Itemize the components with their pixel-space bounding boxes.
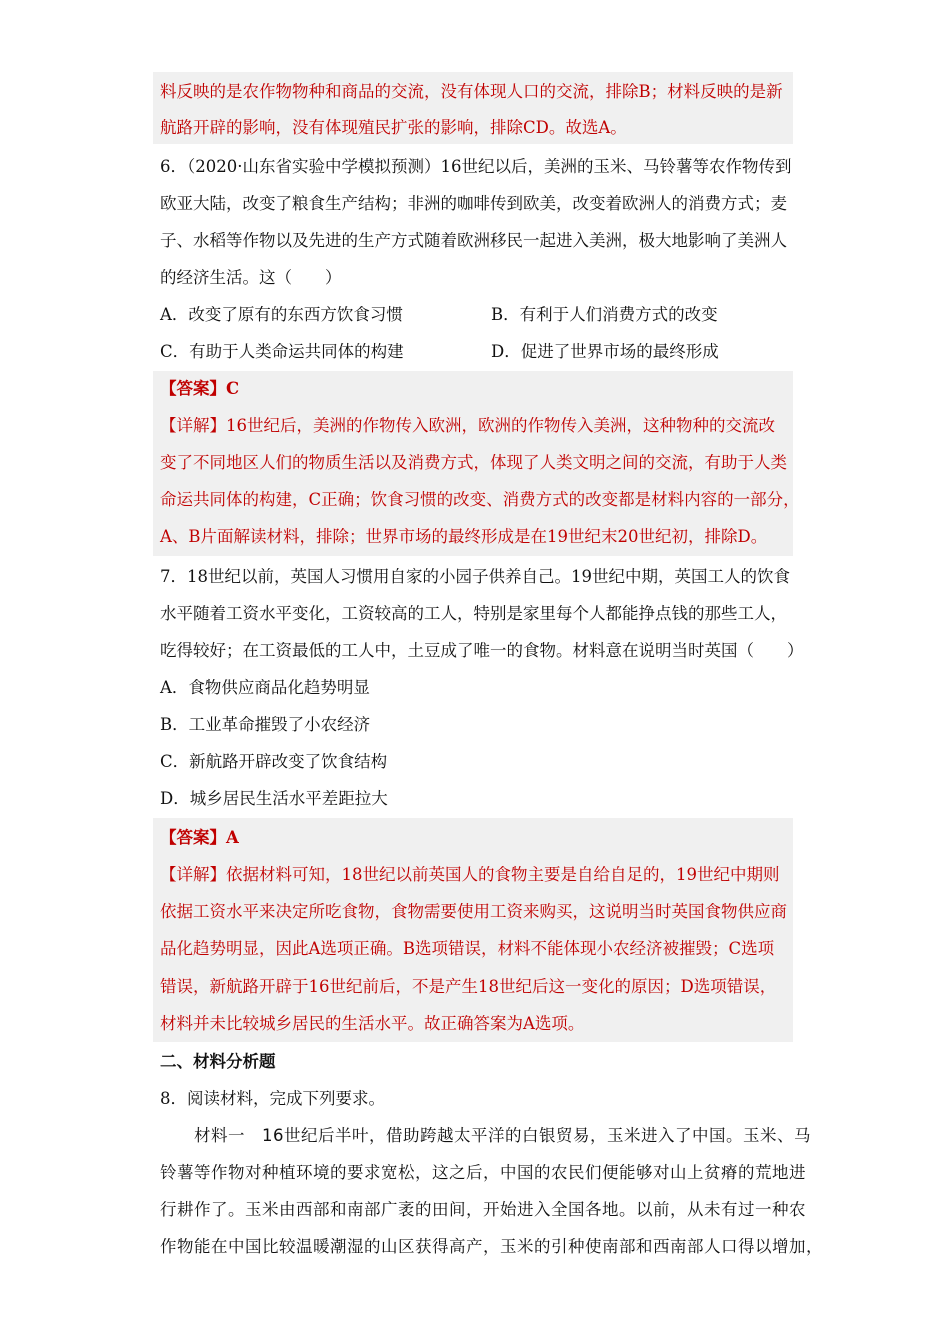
q7-stem-line-1: 7．18世纪以前，英国人习惯用自家的小园子供养自己。19世纪中期，英国工人的饮食 [160, 567, 790, 586]
q7-explain-line-2: 依据工资水平来决定所吃食物，食物需要使用工资来购买，这说明当时英国食物供应商 [160, 902, 787, 921]
q6-option-b: B．有利于人们消费方式的改变 [491, 305, 718, 324]
q8-material-line-3: 行耕作了。玉米由西部和南部广袤的田间，开始进入全国各地。以前，从未有过一种农 [160, 1200, 806, 1219]
q6-stem-line-2: 欧亚大陆，改变了粮食生产结构；非洲的咖啡传到欧美，改变着欧洲人的消费方式；麦 [160, 194, 787, 213]
q8-stem: 8．阅读材料，完成下列要求。 [160, 1089, 385, 1108]
q6-stem-line-4: 的经济生活。这（ ） [160, 268, 342, 287]
q7-answer-shade [153, 818, 793, 1042]
q6-explain-line-2: 变了不同地区人们的物质生活以及消费方式，体现了人类文明之间的交流，有助于人类 [160, 453, 787, 472]
q8-material-line-1: 材料一 16世纪后半叶，借助跨越太平洋的白银贸易，玉米进入了中国。玉米、马 [160, 1126, 811, 1145]
q6-option-d: D．促进了世界市场的最终形成 [491, 342, 719, 361]
q6-stem-line-3: 子、水稻等作物以及先进的生产方式随着欧洲移民一起进入美洲，极大地影响了美洲人 [160, 231, 787, 250]
q6-option-c: C．有助于人类命运共同体的构建 [160, 342, 404, 361]
prev-explain-line-1: 料反映的是农作物物种和商品的交流，没有体现人口的交流，排除B；材料反映的是新 [160, 82, 783, 101]
q7-option-d: D．城乡居民生活水平差距拉大 [160, 789, 388, 808]
q7-explain-line-1: 【详解】依据材料可知，18世纪以前英国人的食物主要是自给自足的，19世纪中期则 [160, 865, 780, 884]
q7-stem-line-2: 水平随着工资水平变化，工资较高的工人，特别是家里每个人都能挣点钱的那些工人， [160, 604, 787, 623]
q6-explain-line-1: 【详解】16世纪后，美洲的作物传入欧洲，欧洲的作物传入美洲，这种物种的交流改 [160, 416, 775, 435]
q7-stem-line-3: 吃得较好；在工资最低的工人中，土豆成了唯一的食物。材料意在说明当时英国（ ） [160, 641, 804, 660]
q7-option-a: A．食物供应商品化趋势明显 [160, 678, 370, 697]
q8-material-line-2: 铃薯等作物对种植环境的要求宽松，这之后，中国的农民们便能够对山上贫瘠的荒地进 [160, 1163, 806, 1182]
q6-stem-line-1: 6．（2020·山东省实验中学模拟预测）16世纪以后，美洲的玉米、马铃薯等农作物传到 [160, 157, 792, 176]
q7-explain-line-4: 错误，新航路开辟于16世纪前后，不是产生18世纪后这一变化的原因；D选项错误， [160, 977, 777, 996]
q7-explain-line-3: 品化趋势明显，因此A选项正确。B选项错误，材料不能体现小农经济被摧毁；C选项 [160, 939, 775, 958]
q6-answer: 【答案】C [160, 379, 240, 398]
q7-option-b: B．工业革命摧毁了小农经济 [160, 715, 371, 734]
q7-option-c: C．新航路开辟改变了饮食结构 [160, 752, 388, 771]
section-title: 二、材料分析题 [160, 1052, 276, 1071]
q7-answer: 【答案】A [160, 828, 239, 847]
q6-explain-line-3: 命运共同体的构建，C正确；饮食习惯的改变、消费方式的改变都是材料内容的一部分， [160, 490, 800, 509]
q7-explain-line-5: 材料并未比较城乡居民的生活水平。故正确答案为A选项。 [160, 1014, 585, 1033]
q6-explain-line-4: A、B片面解读材料，排除；世界市场的最终形成是在19世纪末20世纪初，排除D。 [160, 527, 768, 546]
q6-option-a: A．改变了原有的东西方饮食习惯 [160, 305, 403, 324]
q8-material-line-4: 作物能在中国比较温暖潮湿的山区获得高产，玉米的引种使南部和西南部人口得以增加， [160, 1237, 823, 1256]
prev-explain-line-2: 航路开辟的影响，没有体现殖民扩张的影响，排除CD。故选A。 [160, 118, 627, 137]
